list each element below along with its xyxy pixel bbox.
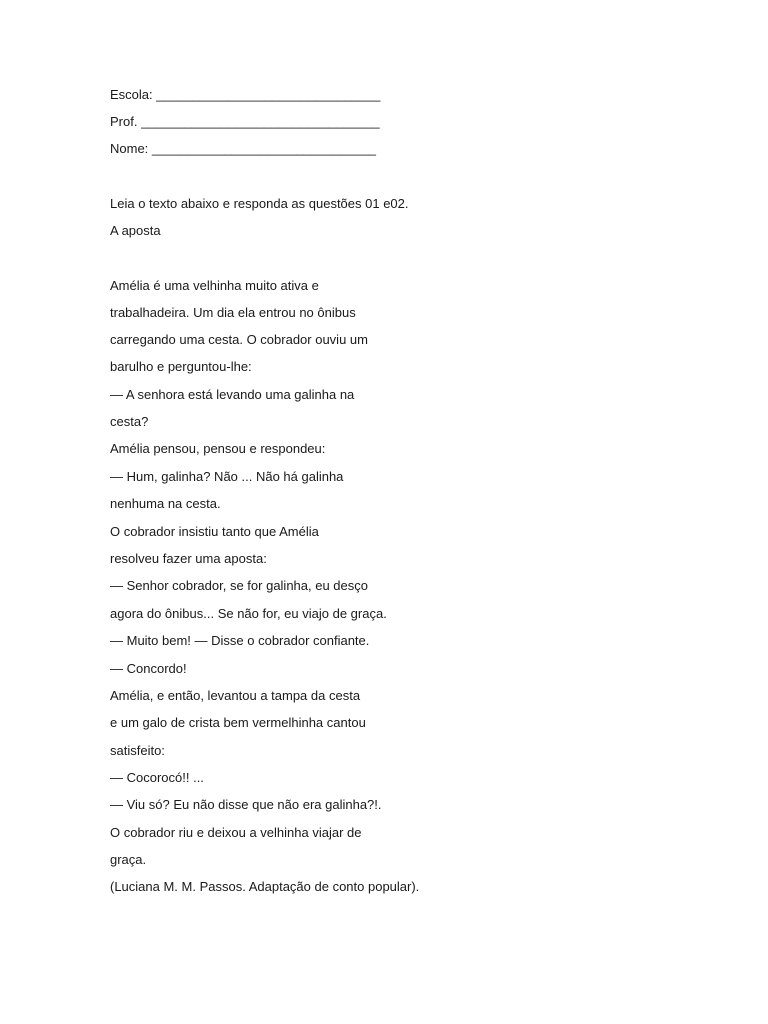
story-line: — Viu só? Eu não disse que não era galinha?!. <box>110 797 382 812</box>
story-line: O cobrador riu e deixou a velhinha viajar de <box>110 825 362 840</box>
story-line: cesta? <box>110 414 149 429</box>
story-line: Amélia pensou, pensou e respondeu: <box>110 441 326 456</box>
story-line: e um galo de crista bem vermelhinha cantou <box>110 715 366 730</box>
story-line: O cobrador insistiu tanto que Amélia <box>110 524 319 539</box>
story-line: Amélia é uma velhinha muito ativa e <box>110 278 319 293</box>
story-line: resolveu fazer uma aposta: <box>110 551 267 566</box>
story-line: — Senhor cobrador, se for galinha, eu desço <box>110 578 368 593</box>
story-line: barulho e perguntou-lhe: <box>110 359 252 374</box>
student-name-field: Nome: _______________________________ <box>110 141 377 156</box>
story-citation: (Luciana M. M. Passos. Adaptação de conto popular). <box>110 879 420 894</box>
story-line: nenhuma na cesta. <box>110 496 221 511</box>
story-line: — A senhora está levando uma galinha na <box>110 387 355 402</box>
story-line: — Concordo! <box>110 661 187 676</box>
story-line: trabalhadeira. Um dia ela entrou no ônibus <box>110 305 356 320</box>
story-line: — Cocorocó!! ... <box>110 770 204 785</box>
instruction-text: Leia o texto abaixo e responda as questões 01 e02. <box>110 196 409 211</box>
story-line: Amélia, e então, levantou a tampa da cesta <box>110 688 361 703</box>
teacher-field: Prof. _________________________________ <box>110 114 380 129</box>
school-field: Escola: _______________________________ <box>110 87 381 102</box>
story-line: — Muito bem! — Disse o cobrador confiante. <box>110 633 370 648</box>
story-line: graça. <box>110 852 147 867</box>
story-title: A aposta <box>110 223 161 238</box>
story-line: agora do ônibus... Se não for, eu viajo de graça. <box>110 606 387 621</box>
story-line: — Hum, galinha? Não ... Não há galinha <box>110 469 344 484</box>
story-line: satisfeito: <box>110 743 165 758</box>
story-line: carregando uma cesta. O cobrador ouviu um <box>110 332 368 347</box>
